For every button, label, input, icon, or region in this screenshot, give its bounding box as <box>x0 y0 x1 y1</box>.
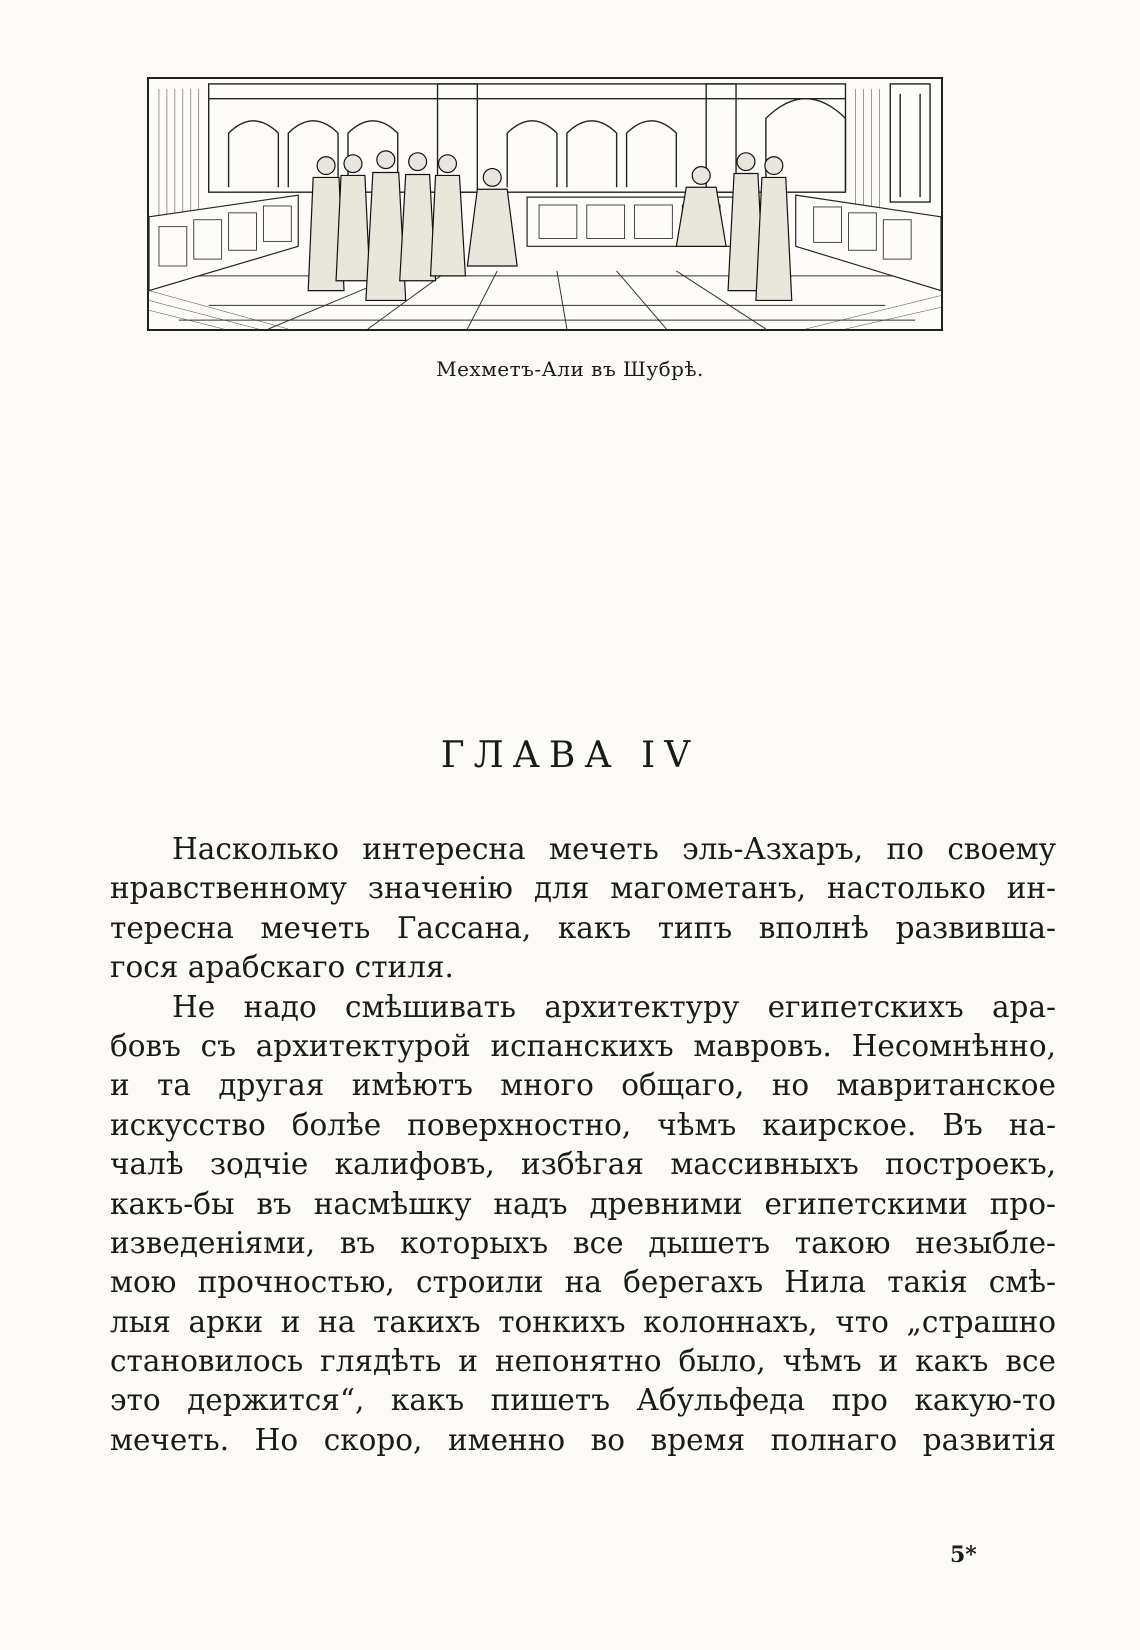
chapter-title: ГЛАВА IV <box>440 735 700 776</box>
palace-hall-engraving-icon <box>149 79 941 329</box>
illustration-caption: Мехметъ-Али въ Шубрѣ. <box>436 357 704 381</box>
text-line: это держится“, какъ пишетъ Абульфеда про какую-то <box>110 1383 1056 1418</box>
page-number: 5* <box>950 1542 977 1568</box>
text-line: тересна мечеть Гассана, какъ типъ вполнѣ развившa- <box>110 910 1056 945</box>
engraving-illustration <box>147 77 943 331</box>
text-line: мечеть. Но скоро, именно во время полнаго развитія <box>110 1422 1056 1457</box>
text-line: нравственному значенію для магометанъ, настолько ин- <box>110 871 1056 906</box>
text-line: и та другая имѣютъ много общаго, но мавританское <box>110 1068 1056 1103</box>
text-line: мою прочностью, строили на берегахъ Нила такія смѣ- <box>110 1265 1056 1300</box>
text-line: чалѣ зодчіе калифовъ, избѣгая массивныхъ построекъ, <box>110 1147 1056 1182</box>
text-line: Не надо смѣшивать архитектуру египетскихъ ара- <box>172 989 1056 1024</box>
text-line: Насколько интересна мечеть эль-Азхаръ, по своему <box>172 832 1056 866</box>
text-line: бовъ съ архитектурой испанскихъ мавровъ. Несомнѣнно, <box>110 1028 1056 1063</box>
text-line: лыя арки и на такихъ тонкихъ колоннахъ, что „страшно <box>110 1304 1056 1339</box>
text-line: изведеніями, въ которыхъ все дышетъ такою незыбле- <box>110 1225 1056 1260</box>
text-line: искусство болѣе поверхностно, чѣмъ каирское. Въ на- <box>110 1107 1056 1142</box>
text-line: какъ-бы въ насмѣшку надъ древними египетскими про- <box>110 1186 1056 1221</box>
body-text <box>110 830 1056 1460</box>
text-line: гося арабскаго стиля. <box>110 950 454 985</box>
text-line: становилось глядѣть и непонятно было, чѣмъ и какъ все <box>110 1344 1056 1379</box>
